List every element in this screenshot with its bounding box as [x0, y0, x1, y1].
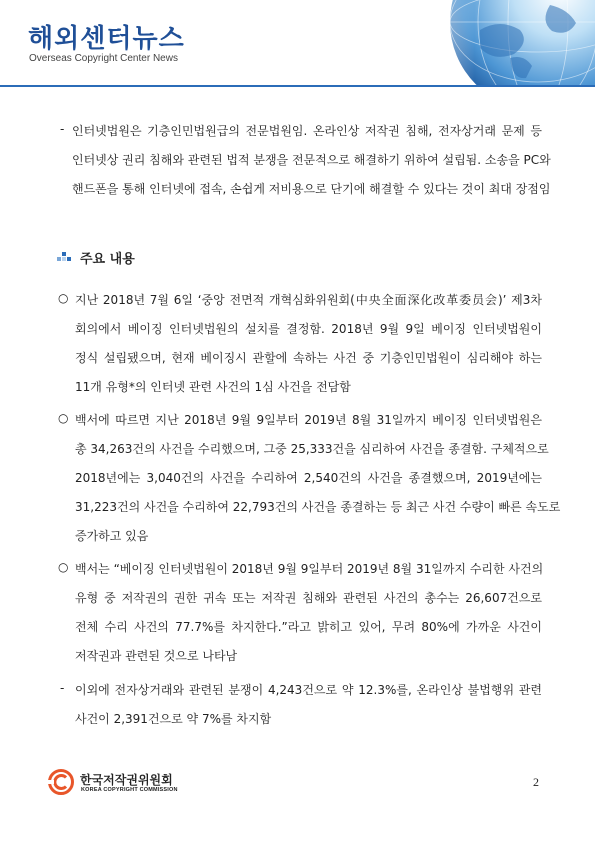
header-subtitle: Overseas Copyright Center News [29, 53, 178, 64]
section-title: 주요 내용 [80, 252, 135, 267]
organization-name: 한국저작권위원회 [80, 773, 173, 787]
paragraph-line: 회의에서 베이징 인터넷법원의 설치를 결정함. 2018년 9월 9일 베이징 인터넷법원이 [75, 322, 542, 336]
paragraph-line: 저작권과 관련된 것으로 나타남 [75, 649, 238, 663]
circle-marker: ○ [58, 560, 69, 574]
dash-marker: - [60, 122, 65, 136]
paragraph-line: 백서에 따르면 지난 2018년 9월 9일부터 2019년 8월 31일까지 베이징 인터넷법원은 [75, 413, 542, 427]
paragraph-line: 총 34,263건의 사건을 수리했으며, 그중 25,333건을 심리하여 사건을 종결함. 구체적으로 [75, 442, 549, 456]
paragraph-line: 정식 설립됐으며, 현재 베이징시 관할에 속하는 사건 중 기층인민법원이 심리해야 하는 [75, 351, 542, 365]
paragraph-line: 증가하고 있음 [75, 529, 149, 543]
header-title: 해외센터뉴스 [28, 24, 185, 54]
paragraph-line: 지난 2018년 7월 6일 ‘중앙 전면적 개혁심화위원회(中央全面深化改革委员会)’ 제3차 [75, 293, 542, 307]
paragraph-line: 백서는 “베이징 인터넷법원이 2018년 9월 9일부터 2019년 8월 31일까지 수리한 사건의 [75, 562, 544, 576]
paragraph-line: 2018년에는 3,040건의 사건을 수리하여 2,540건의 사건을 종결했으며, 2019년에는 [75, 471, 542, 485]
square-bullet-icon [57, 250, 71, 262]
paragraph-line: 인터넷법원은 기층인민법원급의 전문법원임. 온라인상 저작권 침해, 전자상거래 문제 등 [72, 124, 542, 138]
page-number: 2 [533, 775, 539, 789]
organization-name-english: KOREA COPYRIGHT COMMISSION [81, 787, 178, 793]
dash-marker: - [60, 681, 65, 695]
paragraph-line: 핸드폰을 통해 인터넷에 접속, 손쉽게 저비용으로 단기에 해결할 수 있다는 것이 최대 장점임 [72, 182, 551, 196]
paragraph-line: 이외에 전자상거래와 관련된 분쟁이 4,243건으로 약 12.3%를, 온라인상 불법행위 관련 [75, 683, 542, 697]
paragraph-line: 11개 유형*의 인터넷 관련 사건의 1심 사건을 전담함 [75, 380, 351, 394]
paragraph-line: 인터넷상 권리 침해와 관련된 법적 분쟁을 전문적으로 해결하기 위하여 설립됨. 소송을 PC와 [72, 153, 551, 167]
paragraph-line: 사건이 2,391건으로 약 7%를 차지함 [75, 712, 272, 726]
circle-marker: ○ [58, 291, 69, 305]
paragraph-line: 전체 수리 사건의 77.7%를 차지한다.”라고 밝히고 있어, 무려 80%에 가까운 사건이 [75, 620, 542, 634]
paragraph-line: 유형 중 저작권의 권한 귀속 또는 저작권 침해와 관련된 사건의 총수는 26,607건으로 [75, 591, 542, 605]
paragraph-line: 31,223건의 사건을 수리하여 22,793건의 사건을 종결하는 등 최근 사건 수량이 빠른 속도로 [75, 500, 561, 514]
copyright-commission-logo-icon [48, 769, 74, 795]
circle-marker: ○ [58, 411, 69, 425]
